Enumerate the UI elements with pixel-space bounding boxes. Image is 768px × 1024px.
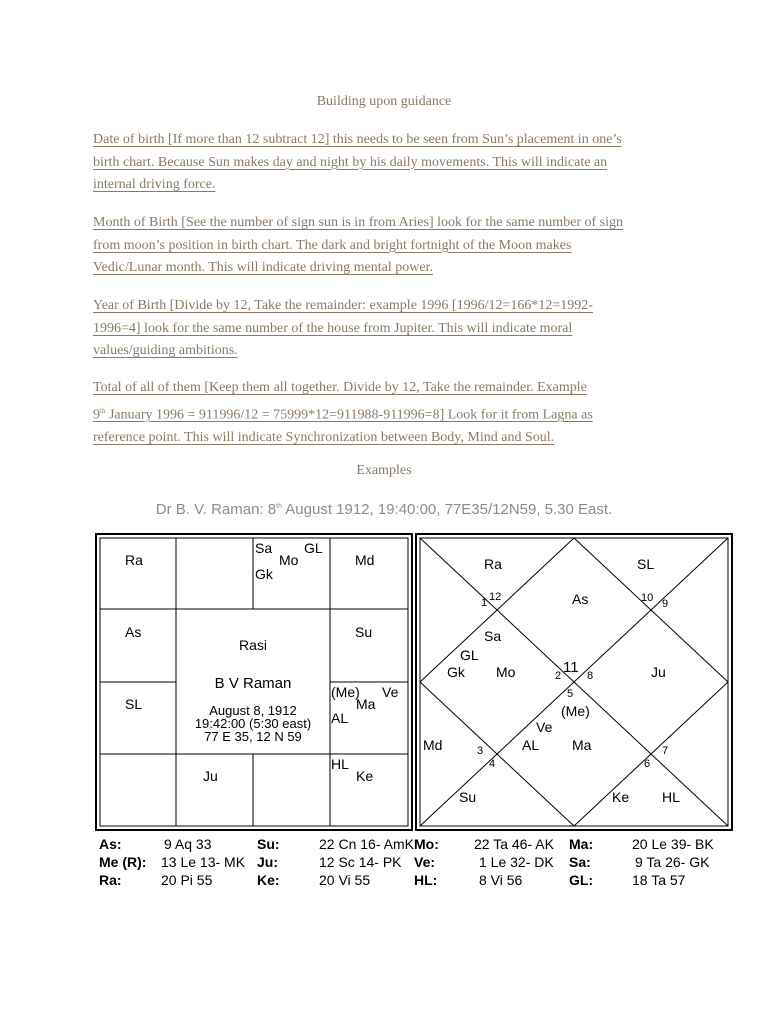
house-number: 5 [567, 688, 574, 700]
north-ju: Ju [651, 664, 666, 680]
paragraph-line: Year of Birth [Divide by 12, Take the remainder: example 1996 [1996/12=166*12=1992- [93, 298, 593, 313]
paragraph-line: 9th January 1996 = 911996/12 = 75999*12=911988-911996=8] Look for it from Lagna as [93, 406, 593, 423]
rasi-ke: Ke [356, 768, 374, 784]
house-number: 12 [489, 591, 502, 603]
rasi-sl: SL [125, 696, 143, 712]
position-value: 9 Aq 33 [164, 836, 212, 852]
position-label: Su: [257, 836, 280, 852]
position-value: 12 Sc 14- PK [319, 854, 402, 870]
page-title: Building upon guidance [316, 94, 452, 109]
position-label: As: [99, 836, 122, 852]
paragraph-line: reference point. This will indicate Synchronization between Body, Mind and Soul. [93, 429, 555, 445]
positions-row [99, 854, 739, 872]
rasi-center-time: 19:42:00 (5:30 east) [194, 716, 312, 731]
north-mo: Mo [496, 664, 516, 680]
house-number: 6 [644, 758, 651, 770]
house-number: 9 [662, 598, 669, 610]
position-value: 20 Pi 55 [161, 872, 213, 888]
paragraph-line: values/guiding ambitions. [93, 343, 238, 358]
rasi-al: AL [331, 710, 349, 726]
paragraph-line: Total of all of them [Keep them all together. Divide by 12, Take the remainder. Example [93, 380, 587, 395]
position-value: 18 Ta 57 [632, 872, 686, 888]
examples-heading: Examples [356, 463, 412, 478]
position-value: 8 Vi 56 [479, 872, 523, 888]
rasi-su: Su [355, 624, 373, 640]
paragraph-month-of-birth [93, 212, 683, 280]
north-gk: Gk [447, 664, 465, 680]
north-sl: SL [637, 556, 655, 572]
rasi-mo: Mo [279, 552, 299, 568]
position-label: Ra: [99, 872, 122, 888]
position-label: Sa: [569, 854, 591, 870]
rasi-me: (Me) [331, 684, 360, 700]
north-chart-lines [420, 538, 728, 826]
position-value: 9 Ta 26- GK [635, 854, 710, 870]
position-label: Ve: [414, 854, 436, 870]
paragraph-line: Vedic/Lunar month. This will indicate driving mental power. [93, 260, 433, 275]
position-label: Mo: [414, 836, 439, 852]
north-ma: Ma [572, 737, 592, 753]
position-label: HL: [414, 872, 438, 888]
position-label: Ju: [257, 854, 278, 870]
house-number: 11 [563, 659, 579, 676]
planet-positions [99, 836, 739, 890]
rasi-gk: Gk [255, 566, 273, 582]
north-md: Md [423, 737, 443, 753]
rasi-ve: Ve [382, 684, 399, 700]
rasi-ra: Ra [125, 552, 143, 568]
rasi-md: Md [355, 552, 375, 568]
position-label: Me (R): [99, 854, 147, 870]
house-number: 1 [481, 597, 488, 609]
rasi-center-name: B V Raman [214, 675, 292, 692]
position-value: 20 Le 39- BK [632, 836, 714, 852]
positions-row [99, 836, 739, 854]
rasi-center-label: Rasi [238, 637, 268, 653]
house-number: 3 [477, 745, 484, 757]
paragraph-line: birth chart. Because Sun makes day and night by his daily movements. This will indicate an [93, 154, 608, 170]
rasi-chart [95, 533, 413, 831]
rasi-center-date: August 8, 1912 [209, 703, 297, 718]
north-indian-chart [415, 533, 733, 831]
position-value: 22 Ta 46- AK [474, 836, 554, 852]
rasi-hl: HL [331, 756, 349, 772]
rasi-as: As [125, 624, 142, 640]
position-label: Ma: [569, 836, 594, 852]
north-ve: Ve [536, 719, 553, 735]
north-me: (Me) [561, 703, 590, 719]
house-number: 10 [641, 592, 654, 604]
paragraph-year-of-birth [93, 295, 683, 363]
house-number: 2 [555, 670, 562, 682]
north-gl: GL [460, 647, 479, 663]
rasi-sa: Sa [255, 540, 273, 556]
rasi-gl: GL [304, 540, 323, 556]
paragraph-line: from moon’s position in birth chart. The dark and bright fortnight of the Moon makes [93, 237, 572, 253]
rasi-ma: Ma [356, 696, 376, 712]
house-number: 7 [662, 745, 669, 757]
position-value: 20 Vi 55 [319, 872, 371, 888]
paragraph-line: Month of Birth [See the number of sign sun is in from Aries] look for the same number of sign [93, 215, 623, 230]
position-value: 22 Cn 16- AmK [319, 836, 414, 852]
north-ra: Ra [484, 556, 502, 572]
positions-row [99, 872, 739, 890]
north-ke: Ke [612, 789, 630, 805]
position-value: 13 Le 13- MK [161, 854, 246, 870]
north-al: AL [522, 737, 540, 753]
position-label: Ke: [257, 872, 280, 888]
position-value: 1 Le 32- DK [479, 854, 554, 870]
house-number: 4 [489, 758, 496, 770]
paragraph-date-of-birth [93, 129, 683, 197]
position-label: GL: [569, 872, 594, 888]
north-sa: Sa [484, 628, 502, 644]
house-number: 8 [587, 670, 594, 682]
paragraph-line: 1996=4] look for the same number of the house from Jupiter. This will indicate moral [93, 320, 573, 336]
rasi-center-coords: 77 E 35, 12 N 59 [204, 729, 302, 744]
paragraph-line: internal driving force. [93, 177, 216, 192]
paragraph-total [93, 377, 683, 449]
paragraph-line: Date of birth [If more than 12 subtract 12] this needs to be seen from Sun’s placement in one’s [93, 132, 622, 147]
rasi-ju: Ju [203, 768, 218, 784]
chart-subheading: Dr B. V. Raman: 8th August 1912, 19:40:00, 77E35/12N59, 5.30 East. [155, 501, 613, 518]
north-as: As [572, 591, 589, 607]
north-su: Su [459, 789, 477, 805]
north-hl: HL [662, 789, 680, 805]
